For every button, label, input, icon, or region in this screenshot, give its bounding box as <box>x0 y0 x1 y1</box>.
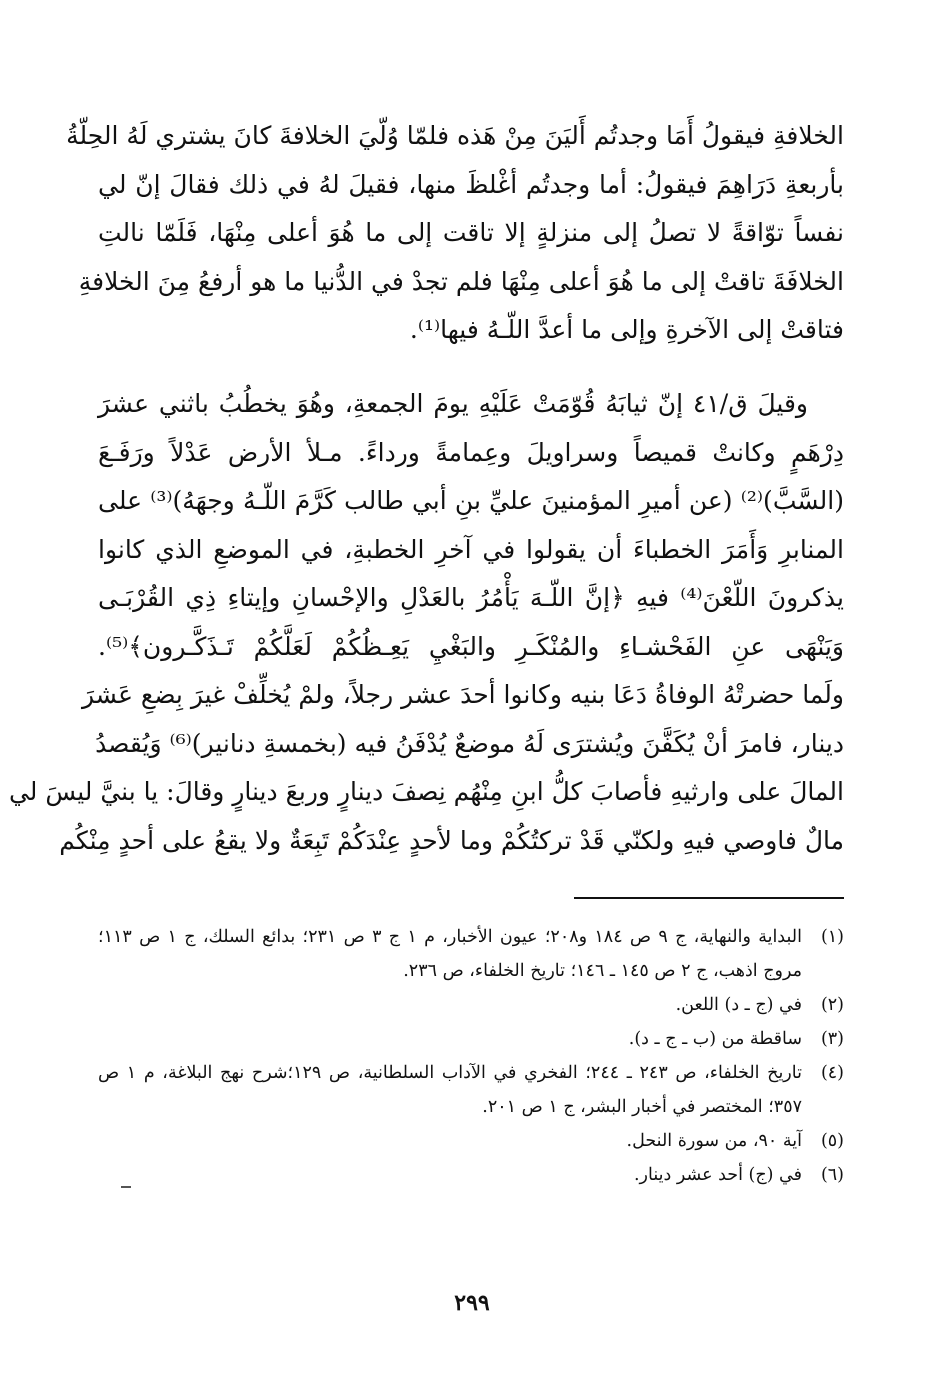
text-line: المنابرِ وَأَمَرَ الخطباءَ أن يقولوا في آخرِ الخطبةِ، في الموضعِ الذي كانوا <box>98 534 844 564</box>
text-line: فتاقتْ إلى الآخرةِ وإلى ما أعدَّ اللّـهُ فيها⁽¹⁾. <box>409 315 844 344</box>
footnote-text: ساقطة من (ب ـ ج ـ د). <box>628 1029 802 1049</box>
text-line: الخلافَةَ تاقتْ إلى ما هُوَ أعلى مِنْهَا فلم تجدْ في الدُّنيا ما هو أرفعُ مِنَ الخلافةِ <box>78 266 844 296</box>
text-line: نفساً توّاقةً لا تصلُ إلى منزلةٍ إلا تاقت إلى ما هُوَ أعلى مِنْهَا، فَلَمّا نالتِ <box>98 218 844 247</box>
text-line: (السَّبَّ)⁽²⁾ (عن أميرِ المؤمنينَ عليِّ بنِ أبي طالب كَرَّمَ اللّـهُ وجهَهُ)⁽³⁾ على <box>98 486 844 515</box>
footnote <box>98 988 844 1022</box>
text-line: وقيلَ ق/٤١ إنّ ثيابَهُ قُوّمَتْ عَلَيْهِ يومَ الجمعةِ، وهُوَ يخطُبُ باثني عشرَ <box>98 389 808 418</box>
scan-speck <box>121 1186 131 1188</box>
footnote <box>98 1158 844 1192</box>
footnote-number: (١) <box>820 927 844 947</box>
footnote-separator <box>574 897 844 899</box>
text-line: وَيَنْهَى عنِ الفَحْشـاءِ والمُنْكَـرِ والبَغْيِ يَعِـظُكُمْ لَعَلَّكُمْ تَـذَكَّـرون﴾⁽⁵⁾. <box>98 631 844 661</box>
text-line: يذكرونَ اللّعْنَ⁽⁴⁾ فيهِ ﴿إنَّ اللّـهَ يَأْمُرُ بالعَدْلِ والإحْسانِ وإيتاءِ ذِي القُرْبَـى <box>98 583 844 612</box>
footnote-text: البداية والنهاية، ج ٩ ص ١٨٤ و٢٠٨؛ عيون الأخبار، م ١ ج ٣ ص ٢٣١؛ بدائع السلك، ج ١ ص ١١٣؛ مروج اذهب، ج ٢ ص ١٤٥ ـ ١٤٦؛ تاريخ الخلفاء، ص ٢٣٦. <box>98 927 802 981</box>
paragraph-2 <box>8 380 844 865</box>
text-line: الخلافةِ فيقولُ أَمَا وجدتُم أَليَنَ مِنْ هَذه فلمّا وُلّيَ الخلافةَ كانَ يشتري لَهُ الحِلّةُ <box>66 121 844 150</box>
footnote-text: في (ج) أحد عشر دينار. <box>633 1165 802 1185</box>
page-number: ٢٩٩ <box>454 1290 490 1316</box>
text-line: المالَ على وارثيهِ فأصابَ كلُّ ابنِ مِنْهُم نِصفَ دينارٍ وربعَ دينارٍ وقالَ: يا بنيَّ ليسَ لي <box>8 777 844 806</box>
footnote <box>98 1022 844 1056</box>
paragraph-1 <box>66 112 844 355</box>
footnote <box>98 1124 844 1158</box>
footnote-number: (٣) <box>820 1029 844 1049</box>
footnote-number: (٥) <box>820 1131 844 1151</box>
footnote-number: (٢) <box>820 995 844 1015</box>
footnote <box>98 920 844 988</box>
footnote-number: (٤) <box>820 1063 844 1083</box>
text-line: ولَما حضرتْهُ الوفاةُ دَعَا بنيه وكانوا أحدَ عشر رجلاً، ولمْ يُخلِّفْ غيرَ بِضعِ عَشرَ <box>81 680 844 709</box>
text-line: مالٌ فاوصي فيهِ ولكنّي قَدْ تركتُكُمْ وما لأحدٍ عِنْدَكُمْ تَبِعَةٌ ولا يقعُ على أحدٍ مِنْكُم <box>59 825 844 855</box>
footnotes <box>98 920 844 1192</box>
footnote <box>98 1056 844 1124</box>
footnote-text: آية ٩٠، من سورة النحل. <box>626 1131 802 1151</box>
text-line: دِرْهَمٍ وكانتْ قميصاً وسراويلَ وعِمامةً ورداءً. مـلأ الأرض عَدْلاً ورَفَـعَ <box>98 437 844 467</box>
text-line: دينار، فامرَ أنْ يُكَفَّنَ ويُشترَى لَهُ موضعٌ يُدْفَنُ فيه (بخمسةِ دنانير)⁽⁶⁾ وَيُقصدُ <box>95 728 844 758</box>
footnote-text: في (ج ـ د) اللعن. <box>675 995 802 1015</box>
footnote-text: تاريخ الخلفاء، ص ٢٤٣ ـ ٢٤٤؛ الفخري في الآداب السلطانية، ص ١٢٩؛شرح نهج البلاغة، م ١ ص ٣٥٧؛ المختصر في أخبار البشر، ج ١ ص ٢٠١. <box>98 1063 802 1117</box>
footnote-number: (٦) <box>820 1165 844 1185</box>
text-line: بأربعةِ دَرَاهِمَ فيقولُ: أما وجدتُم أغْلظَ منها، فقيلَ لهُ في ذلك فقالَ إنّ لي <box>98 169 844 199</box>
